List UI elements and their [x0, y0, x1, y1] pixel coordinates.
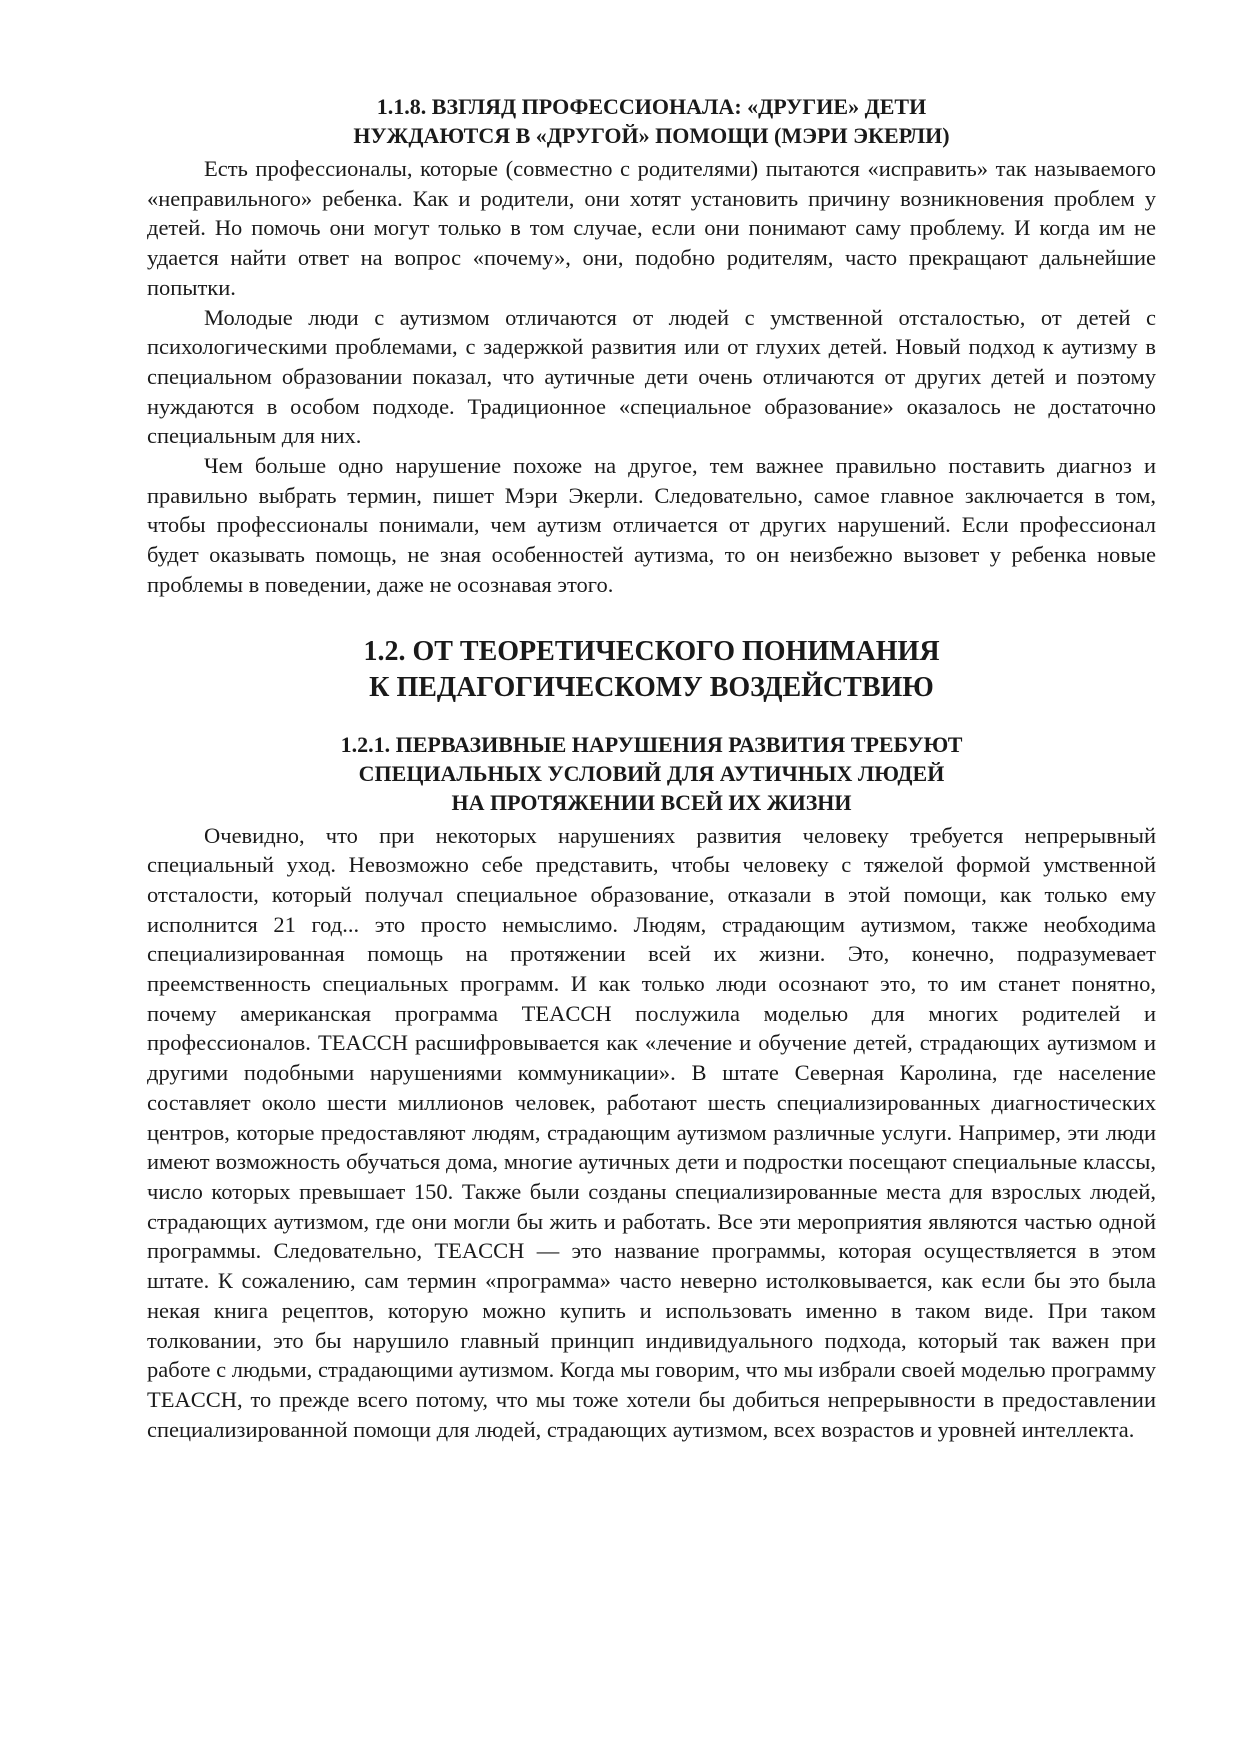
heading-line: НУЖДАЮТСЯ В «ДРУГОЙ» ПОМОЩИ (МЭРИ ЭКЕРЛИ) [353, 123, 950, 148]
paragraph: Чем больше одно нарушение похоже на другое, тем важнее правильно поставить диагноз и правильно выбрать термин, пишет Мэри Экерли. Следовательно, самое главное заключается в том, чтобы профессионалы понимали, чем аутизм отличается от других нарушений. Если профессионал будет оказывать помощь, не зная особенностей аутизма, то он неизбежно вызовет у ребенка новые проблемы в поведении, даже не осознавая этого. [147, 453, 1156, 597]
paragraph: Молодые люди с аутизмом отличаются от людей с умственной отсталостью, от детей с психологическими проблемами, с задержкой развития или от глухих детей. Новый подход к аутизму в специальном образовании показал, что аутичные дети очень отличаются от других детей и поэтому нуждаются в особом подходе. Традиционное «специальное образование» оказалось не достаточно специальным для них. [147, 304, 1156, 449]
heading-line: СПЕЦИАЛЬНЫХ УСЛОВИЙ ДЛЯ АУТИЧНЫХ ЛЮДЕЙ [358, 760, 945, 786]
section-1-2-1-heading [147, 730, 1156, 817]
heading-line: НА ПРОТЯЖЕНИИ ВСЕЙ ИХ ЖИЗНИ [451, 789, 852, 815]
paragraph: Очевидно, что при некоторых нарушениях развития человеку требуется непрерывный специальный уход. Невозможно себе представить, чтобы человеку с тяжелой формой умственной отсталости, который получал специальное образование, отказали в этой помощи, как только ему исполнится 21 год... это просто немыслимо. Людям, страдающим аутизмом, также необходима специализированная помощь на протяжении всей их жизни. Это, конечно, подразумевает преемственность специальных программ. И как только люди осознают это, то им станет понятно, почему американская программа TEACCH послужила моделью для многих родителей и профессионалов. TEACCH расшифровывается как «лечение и обучение детей, страдающих аутизмом и другими подобными нарушениями коммуникации». В штате Северная Каролина, где население составляет около шести миллионов человек, работают шесть специализированных диагностических центров, которые предоставляют людям, страдающим аутизмом различные услуги. Например, эти люди имеют возможность обучаться дома, многие аутичных дети и подростки посещают специальные классы, число которых превышает 150. Также были созданы специализированные места для взрослых людей, страдающих аутизмом, где они могли бы жить и работать. Все эти мероприятия являются частью одной программы. Следовательно, TEACCH — это название программы, которая осуществляется в этом штате. К сожалению, сам термин «программа» часто неверно истолковывается, как если бы это была некая книга рецептов, которую можно купить и использовать именно в таком виде. При таком толковании, это бы нарушило главный принцип индивидуального подхода, который так важен при работе с людьми, страдающими аутизмом. Когда мы говорим, что мы избрали своей моделью программу TEACCH, то прежде всего потому, что мы тоже хотели бы добиться непрерывности в предоставлении специализированной помощи для людей, страдающих аутизмом, всех возрастов и уровней интеллекта. [147, 822, 1156, 1442]
section-1-1-8-heading [147, 92, 1156, 150]
heading-line: 1.1.8. ВЗГЛЯД ПРОФЕССИОНАЛА: «ДРУГИЕ» ДЕТИ [376, 94, 927, 119]
paragraph: Есть профессионалы, которые (совместно с родителями) пытаются «исправить» так называемого «неправильного» ребенка. Как и родители, они хотят установить причину возникновения проблем у детей. Но помочь они могут только в том случае, если они понимают саму проблему. И когда им не удается найти ответ на вопрос «почему», они, подобно родителям, часто прекращают дальнейшие попытки. [147, 156, 1156, 300]
heading-line: 1.2. ОТ ТЕОРЕТИЧЕСКОГО ПОНИМАНИЯ [363, 635, 940, 667]
heading-line: 1.2.1. ПЕРВАЗИВНЫЕ НАРУШЕНИЯ РАЗВИТИЯ ТРЕБУЮТ [340, 731, 963, 757]
section-1-2-heading [147, 634, 1156, 706]
document-page [147, 92, 1156, 1444]
heading-line: К ПЕДАГОГИЧЕСКОМУ ВОЗДЕЙСТВИЮ [369, 671, 934, 703]
